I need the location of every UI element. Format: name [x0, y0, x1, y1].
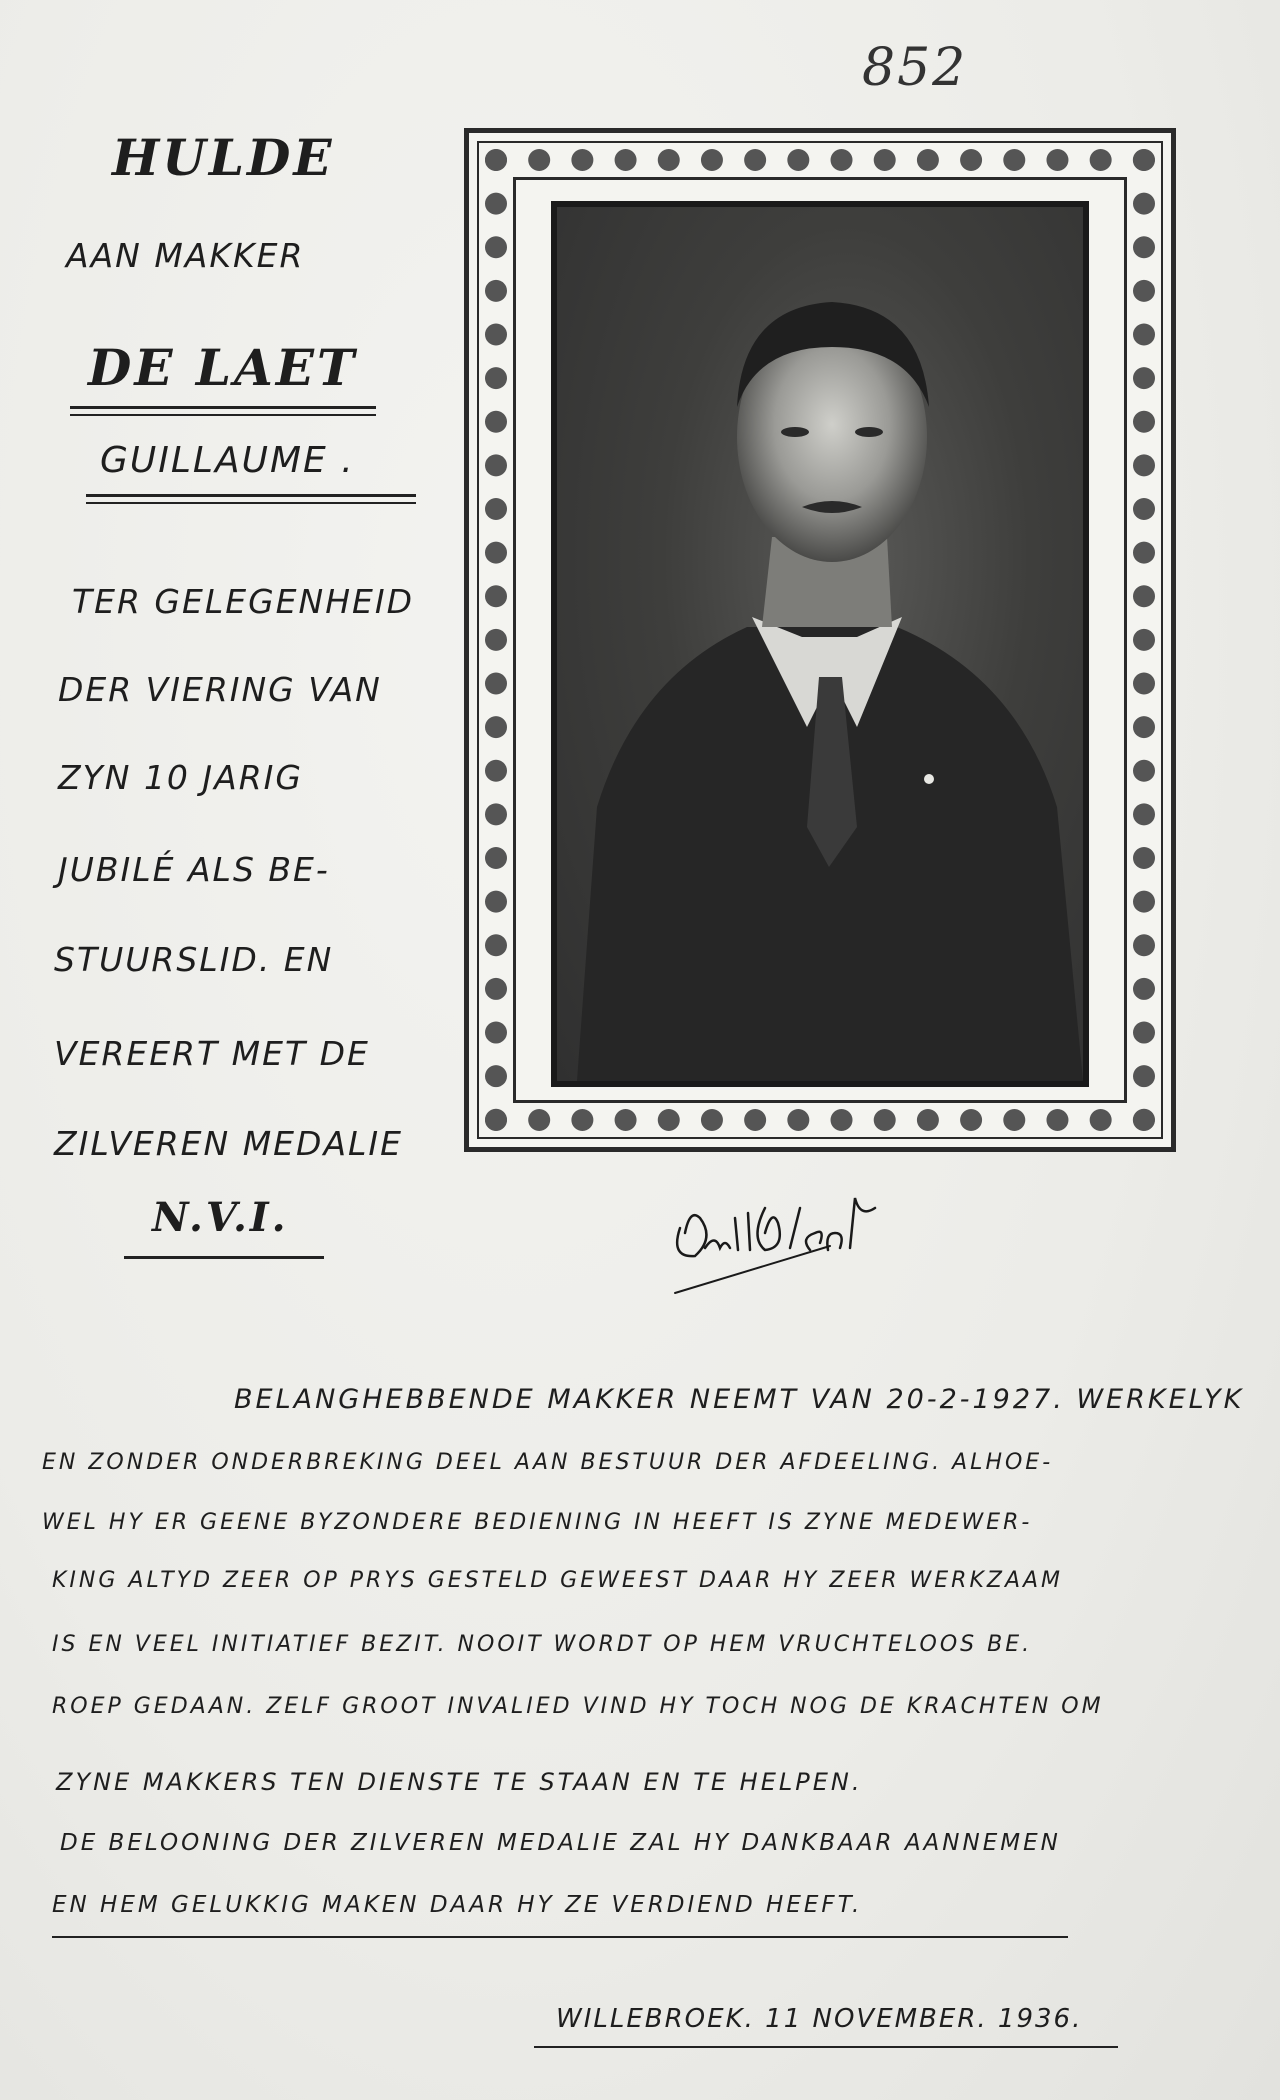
occasion-line: ZILVEREN MEDALIE [54, 1124, 403, 1163]
occasion-line: DER VIERING VAN [58, 670, 382, 709]
divider [70, 414, 376, 416]
divider [86, 494, 416, 497]
divider [534, 2046, 1118, 2048]
portrait-photo [551, 201, 1089, 1087]
honoree-first-name: GUILLAUME . [100, 440, 355, 481]
body-line: KING ALTYD ZEER OP PRYS GESTELD GEWEEST DAAR HY ZEER WERKZAAM [52, 1568, 1064, 1593]
body-line: IS EN VEEL INITIATIEF BEZIT. NOOIT WORDT OP HEM VRUCHTELOOS BE. [52, 1632, 1033, 1657]
occasion-line: VEREERT MET DE [54, 1034, 370, 1073]
body-line: ZYNE MAKKERS TEN DIENSTE TE STAAN EN TE HELPEN. [56, 1768, 863, 1796]
occasion-line: TER GELEGENHEID [72, 582, 415, 621]
divider [86, 502, 416, 504]
body-line: BELANGHEBBENDE MAKKER NEEMT VAN 20-2-1927. WERKELYK [234, 1384, 1245, 1415]
portrait-figure [557, 207, 1083, 1081]
body-line: WEL HY ER GEENE BYZONDERE BEDIENING IN HEEFT IS ZYNE MEDEWER- [42, 1510, 1033, 1535]
divider [52, 1936, 1068, 1938]
body-line: EN ZONDER ONDERBREKING DEEL AAN BESTUUR DER AFDEELING. ALHOE- [42, 1450, 1054, 1475]
divider [70, 406, 376, 409]
body-line: EN HEM GELUKKIG MAKEN DAAR HY ZE VERDIEND HEEFT. [52, 1892, 863, 1918]
body-line: DE BELOONING DER ZILVEREN MEDALIE ZAL HY DANKBAAR AANNEMEN [60, 1830, 1061, 1856]
divider [124, 1256, 324, 1259]
signature-mark [660, 1178, 920, 1298]
occasion-line: ZYN 10 JARIG [58, 758, 303, 797]
honoree-last-name: DE LAET [88, 338, 358, 397]
page-number: 852 [862, 38, 968, 98]
place-date: WILLEBROEK. 11 NOVEMBER. 1936. [556, 2004, 1083, 2034]
heading-subtitle: AAN MAKKER [66, 236, 305, 275]
heading-title: HULDE [112, 128, 335, 187]
body-line: ROEP GEDAAN. ZELF GROOT INVALIED VIND HY TOCH NOG DE KRACHTEN OM [52, 1694, 1104, 1719]
occasion-line: JUBILÉ ALS BE- [58, 850, 330, 889]
portrait-frame [464, 128, 1176, 1152]
organisation-abbreviation: N.V.I. [152, 1194, 289, 1241]
occasion-line: STUURSLID. EN [54, 940, 334, 979]
